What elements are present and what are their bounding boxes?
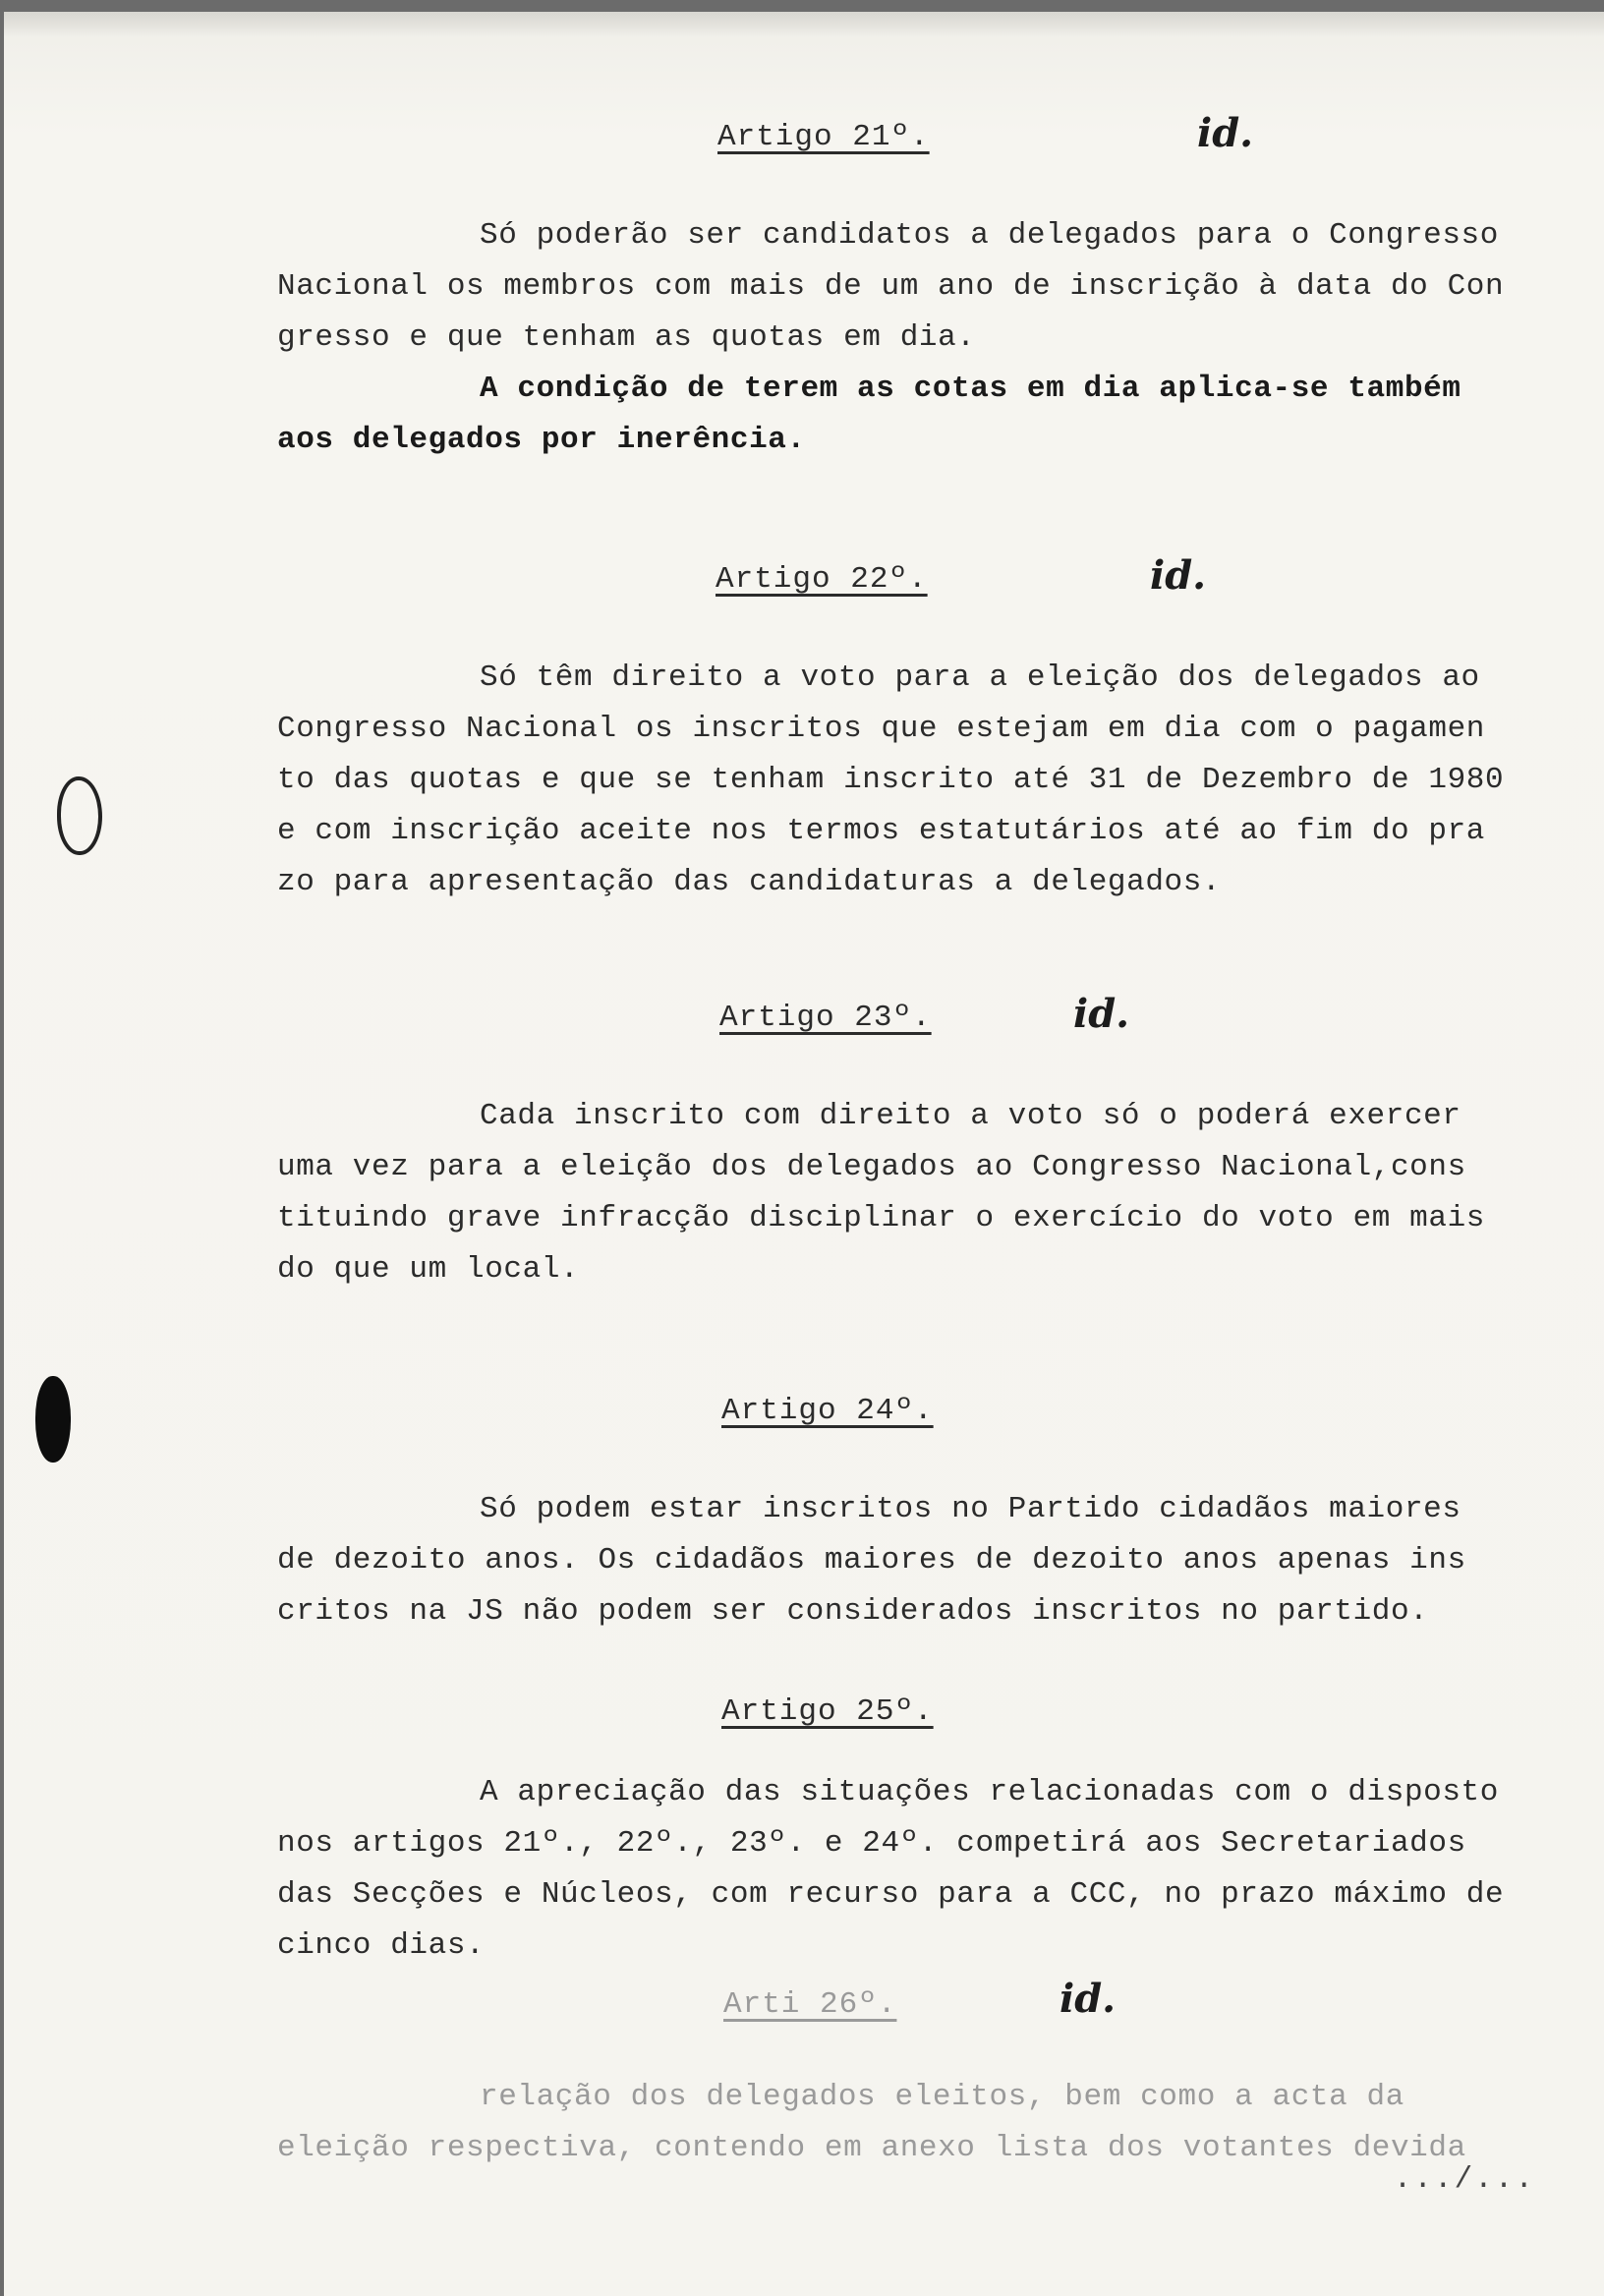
article-25-line-1: A apreciação das situações relacionadas com o disposto (480, 1775, 1499, 1809)
article-23-id-mark: id. (1073, 991, 1130, 1037)
article-24-heading: Artigo 24º. (721, 1394, 934, 1428)
scan-shadow (0, 12, 1604, 37)
article-26-line-1: relação dos delegados eleitos, bem como a acta da (480, 2080, 1404, 2114)
article-23-line-4: do que um local. (277, 1252, 580, 1287)
article-25-line-3: das Secções e Núcleos, com recurso para a CCC, no prazo máximo de (277, 1877, 1505, 1912)
article-21-id-mark: id. (1197, 110, 1254, 156)
punch-hole-outline (57, 776, 102, 855)
article-22-line-5: zo para apresentação das candidaturas a delegados. (277, 865, 1222, 899)
article-21-line-1: Só poderão ser candidatos a delegados para o Congresso (480, 218, 1499, 253)
article-23-line-2: uma vez para a eleição dos delegados ao Congresso Nacional,cons (277, 1150, 1466, 1184)
punch-hole (35, 1376, 71, 1463)
scan-top-edge (0, 0, 1604, 12)
article-21-line-4: A condição de terem as cotas em dia aplica-se também (480, 372, 1461, 406)
article-24-line-2: de dezoito anos. Os cidadãos maiores de dezoito anos apenas ins (277, 1543, 1466, 1578)
article-26-id-mark: id. (1060, 1976, 1117, 2022)
article-22-line-1: Só têm direito a voto para a eleição dos delegados ao (480, 660, 1480, 695)
article-26-heading: Arti 26º. (723, 1987, 897, 2022)
article-21-line-5: aos delegados por inerência. (277, 423, 806, 457)
article-23-line-1: Cada inscrito com direito a voto só o poderá exercer (480, 1099, 1461, 1133)
continuation-marker: .../... (1393, 2162, 1535, 2197)
article-22-line-4: e com inscrição aceite nos termos estatutários até ao fim do pra (277, 814, 1485, 848)
article-22-line-3: to das quotas e que se tenham inscrito até 31 de Dezembro de 1980 (277, 763, 1505, 797)
article-21-line-3: gresso e que tenham as quotas em dia. (277, 320, 976, 355)
article-22-line-2: Congresso Nacional os inscritos que estejam em dia com o pagamen (277, 712, 1485, 746)
article-21-heading: Artigo 21º. (717, 120, 930, 154)
article-25-line-2: nos artigos 21º., 22º., 23º. e 24º. competirá aos Secretariados (277, 1826, 1466, 1861)
article-23-heading: Artigo 23º. (719, 1001, 932, 1035)
article-22-heading: Artigo 22º. (716, 562, 928, 597)
scan-left-edge (0, 0, 4, 2296)
article-25-line-4: cinco dias. (277, 1928, 486, 1963)
article-24-line-1: Só podem estar inscritos no Partido cidadãos maiores (480, 1492, 1461, 1526)
article-26-line-2: eleição respectiva, contendo em anexo lista dos votantes devida (277, 2131, 1466, 2165)
article-24-line-3: critos na JS não podem ser considerados inscritos no partido. (277, 1594, 1429, 1629)
article-21-line-2: Nacional os membros com mais de um ano de inscrição à data do Con (277, 269, 1505, 304)
article-22-id-mark: id. (1150, 552, 1207, 599)
article-23-line-3: tituindo grave infracção disciplinar o exercício do voto em mais (277, 1201, 1485, 1235)
article-25-heading: Artigo 25º. (721, 1694, 934, 1729)
